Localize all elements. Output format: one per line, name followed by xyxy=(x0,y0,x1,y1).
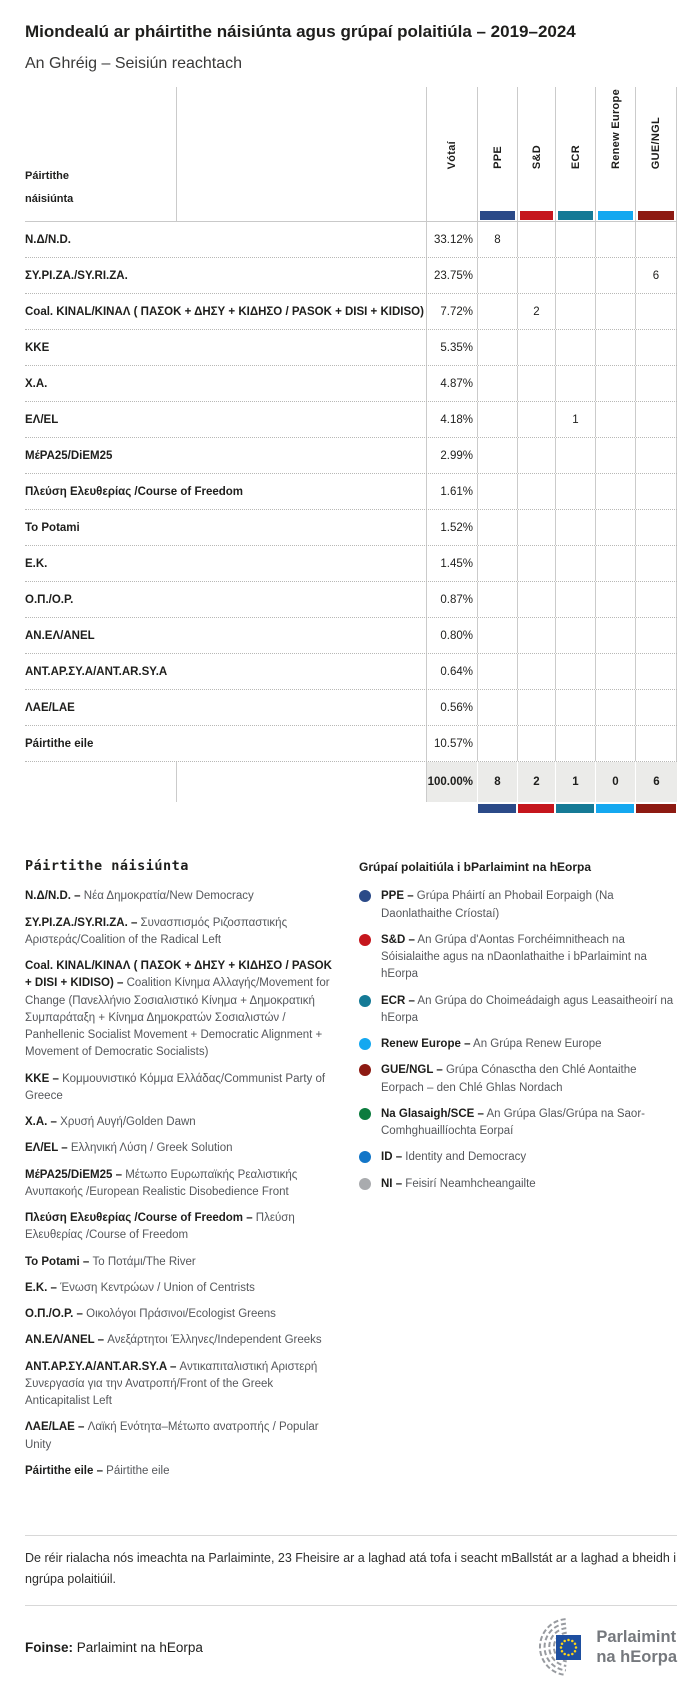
total-seat-count: 1 xyxy=(555,762,595,802)
seat-count xyxy=(517,474,555,509)
party-abbr: ΑΝΤ.ΑΡ.ΣΥ.Α/ANT.AR.SY.A – xyxy=(25,1360,177,1373)
seat-count xyxy=(477,546,517,581)
table-row xyxy=(25,582,677,618)
table-row xyxy=(25,654,677,690)
seat-count xyxy=(555,654,595,689)
party-abbr: Páirtithe eile – xyxy=(25,1464,103,1477)
seat-count xyxy=(595,222,635,257)
votes-percent: 5.35% xyxy=(426,330,477,365)
group-color-dot xyxy=(359,890,371,902)
seat-count xyxy=(517,258,555,293)
table-row xyxy=(25,366,677,402)
table-row xyxy=(25,402,677,438)
seat-count xyxy=(635,618,677,653)
page-title: Miondealú ar pháirtithe náisiúnta agus grúpaí polaitiúla – 2019–2024 xyxy=(25,22,576,41)
group-legend-item xyxy=(359,888,677,923)
column-header-group-label: ECR xyxy=(569,145,582,170)
total-row xyxy=(25,762,677,802)
party-name: Πλεύση Ελευθερίας /Course of Freedom xyxy=(25,485,244,498)
party-name: ΑΝ.ΕΛ/ANEL xyxy=(25,629,95,642)
party-legend-item: ΑΝΤ.ΑΡ.ΣΥ.Α/ANT.AR.SY.A – Αντικαπιταλιστική Αριστερή Συνεργασία για την Ανατροπή/Front of the Greek Anticapitalist Left xyxy=(25,1360,318,1408)
seat-count xyxy=(595,618,635,653)
divider-top xyxy=(25,1535,677,1536)
total-seat-count: 8 xyxy=(477,762,517,802)
group-color-bars xyxy=(25,804,677,816)
group-color-bar xyxy=(558,211,593,220)
party-abbr: Coal. KINAL/ΚΙΝΑΛ ( ΠΑΣΟΚ + ΔΗΣΥ + ΚΙΔΗΣΟ / PASOK + DISI + KIDISO) – xyxy=(25,960,332,990)
group-abbr: NI – xyxy=(381,1177,403,1190)
party-abbr: ΜέΡΑ25/DiEM25 – xyxy=(25,1168,123,1181)
table-row xyxy=(25,726,677,762)
table-row xyxy=(25,258,677,294)
seat-count xyxy=(635,330,677,365)
party-abbr: Ε.Κ. – xyxy=(25,1281,57,1294)
group-legend-text: NI – Feisirí Neamhcheangailte xyxy=(381,1177,536,1190)
party-abbr: ΕΛ/EL – xyxy=(25,1142,68,1155)
votes-percent: 2.99% xyxy=(426,438,477,473)
table-row xyxy=(25,474,677,510)
group-abbr: ID – xyxy=(381,1151,403,1164)
seat-count xyxy=(477,510,517,545)
seat-count xyxy=(595,330,635,365)
party-name: ΕΛ/EL xyxy=(25,413,59,426)
seat-count xyxy=(555,438,595,473)
seat-count xyxy=(555,294,595,329)
group-legend-text: PPE – Grúpa Pháirtí an Phobail Eorpaigh (Na Daonlathaithe Críostaí) xyxy=(381,890,614,920)
votes-percent: 33.12% xyxy=(426,222,477,257)
group-legend-item xyxy=(359,993,677,1028)
source-label: Foinse: xyxy=(25,1639,74,1655)
seat-count xyxy=(595,510,635,545)
group-color-dot xyxy=(359,1064,371,1076)
seat-count xyxy=(635,438,677,473)
party-name: Páirtithe eile xyxy=(25,737,94,750)
votes-percent: 4.18% xyxy=(426,402,477,437)
party-abbr: Ο.Π./O.P. – xyxy=(25,1308,83,1321)
group-legend-text: GUE/NGL – Grúpa Cónasctha den Chlé Aontaithe Eorpach – den Chlé Ghlas Nordach xyxy=(381,1064,637,1094)
votes-percent: 10.57% xyxy=(426,726,477,761)
source-line xyxy=(25,1640,203,1655)
seat-count xyxy=(555,366,595,401)
seat-count xyxy=(595,546,635,581)
party-abbr: Χ.Α. – xyxy=(25,1116,57,1129)
group-color-bar-cell xyxy=(595,804,635,816)
party-legend-item: ΑΝ.ΕΛ/ANEL – Ανεξάρτητοι Έλληνες/Independent Greeks xyxy=(25,1334,322,1347)
seat-count xyxy=(635,402,677,437)
party-abbr: ΛΑΕ/LAE – xyxy=(25,1421,85,1434)
european-parliament-logo xyxy=(508,1616,677,1678)
seat-count xyxy=(517,366,555,401)
legend-section xyxy=(25,858,677,1489)
group-legend-item xyxy=(359,1036,677,1053)
party-name: KKE xyxy=(25,341,50,354)
total-votes: 100.00% xyxy=(426,762,477,802)
party-legend-item: Ν.Δ/N.D. – Νέα Δημοκρατία/New Democracy xyxy=(25,890,254,903)
seat-count xyxy=(477,402,517,437)
party-name: Ε.Κ. xyxy=(25,557,48,570)
party-legend-item: ΛΑΕ/LAE – Λαϊκή Ενότητα–Μέτωπο ανατροπής / Popular Unity xyxy=(25,1421,319,1451)
group-color-bar-cell xyxy=(635,804,677,816)
seat-count xyxy=(477,654,517,689)
seat-count xyxy=(555,474,595,509)
results-table xyxy=(25,87,677,816)
seat-count xyxy=(477,366,517,401)
seat-count xyxy=(635,546,677,581)
group-legend-text: ID – Identity and Democracy xyxy=(381,1151,527,1164)
seat-count xyxy=(595,294,635,329)
group-color-bar xyxy=(478,804,516,813)
seat-count xyxy=(517,618,555,653)
column-header-group-label: Renew Europe xyxy=(609,89,622,170)
footer xyxy=(25,1616,677,1678)
seat-count xyxy=(595,582,635,617)
seat-count: 8 xyxy=(477,222,517,257)
seat-count xyxy=(555,330,595,365)
seat-count xyxy=(477,582,517,617)
column-header-group-label: S&D xyxy=(530,145,543,170)
group-abbr: S&D – xyxy=(381,933,415,946)
table-row xyxy=(25,690,677,726)
page-subtitle: An Ghréig – Seisiún reachtach xyxy=(25,55,243,73)
table-body xyxy=(25,222,677,762)
group-abbr: PPE – xyxy=(381,890,414,903)
seat-count xyxy=(517,690,555,725)
table-row xyxy=(25,330,677,366)
group-legend xyxy=(359,858,677,1489)
seat-count xyxy=(635,582,677,617)
votes-percent: 1.61% xyxy=(426,474,477,509)
party-name: ΑΝΤ.ΑΡ.ΣΥ.Α/ANT.AR.SY.A xyxy=(25,665,168,678)
group-color-bar-cell xyxy=(477,804,517,816)
group-legend-text: ECR – An Grúpa do Choimeádaigh agus Leasaitheoirí na hEorpa xyxy=(381,994,674,1024)
group-abbr: GUE/NGL – xyxy=(381,1064,443,1077)
table-row xyxy=(25,546,677,582)
group-legend-item xyxy=(359,1106,677,1141)
party-name: Ν.Δ/N.D. xyxy=(25,233,71,246)
party-legend-item: Χ.Α. – Χρυσή Αυγή/Golden Dawn xyxy=(25,1116,196,1129)
total-row-spacer xyxy=(25,762,426,802)
seat-count xyxy=(517,222,555,257)
group-color-dot xyxy=(359,1108,371,1120)
total-seat-count: 6 xyxy=(635,762,677,802)
party-legend-item: Πλεύση Ελευθερίας /Course of Freedom – Πλεύση Ελευθερίας /Course of Freedom xyxy=(25,1212,295,1242)
group-legend-item xyxy=(359,932,677,984)
seat-count xyxy=(595,438,635,473)
group-color-bar xyxy=(638,211,674,220)
party-legend-item: ΜέΡΑ25/DiEM25 – Μέτωπο Ευρωπαϊκής Ρεαλιστικής Ανυπακοής /European Realistic Disobedience Front xyxy=(25,1168,298,1198)
group-legend-item xyxy=(359,1062,677,1097)
infographic-page xyxy=(0,22,700,1706)
group-color-bar xyxy=(518,804,554,813)
party-legend-item: Ο.Π./O.P. – Οικολόγοι Πράσινοι/Ecologist Greens xyxy=(25,1308,276,1321)
seat-count xyxy=(477,474,517,509)
group-abbr: Renew Europe – xyxy=(381,1038,471,1051)
seat-count xyxy=(635,654,677,689)
group-color-bar xyxy=(480,211,515,220)
seat-count xyxy=(517,654,555,689)
group-legend-item xyxy=(359,1149,677,1166)
hemicycle-icon xyxy=(508,1616,586,1678)
seat-count xyxy=(477,690,517,725)
party-name: To Potami xyxy=(25,521,80,534)
total-row-divider xyxy=(176,762,177,802)
group-color-bar xyxy=(636,804,676,813)
party-legend-item: Páirtithe eile – Páirtithe eile xyxy=(25,1464,170,1477)
group-color-bar-cell xyxy=(555,804,595,816)
group-legend-item xyxy=(359,1176,677,1193)
group-color-dot xyxy=(359,1151,371,1163)
seat-count xyxy=(555,582,595,617)
header-divider xyxy=(176,87,177,221)
party-abbr: Ν.Δ/N.D. – xyxy=(25,890,81,903)
party-legend-item: KKE – Κομμουνιστικό Κόμμα Ελλάδας/Communist Party of Greece xyxy=(25,1072,326,1102)
group-color-bar xyxy=(556,804,594,813)
total-seat-count: 0 xyxy=(595,762,635,802)
seat-count xyxy=(555,690,595,725)
group-abbr: ECR – xyxy=(381,994,415,1007)
table-row xyxy=(25,294,677,330)
column-header-group-label: GUE/NGL xyxy=(650,117,662,170)
votes-percent: 4.87% xyxy=(426,366,477,401)
column-header-group xyxy=(477,87,517,221)
table-header xyxy=(25,87,677,222)
seat-count xyxy=(635,726,677,761)
seat-count xyxy=(635,690,677,725)
party-legend-items xyxy=(25,888,337,1480)
seat-count xyxy=(477,726,517,761)
column-header-group xyxy=(555,87,595,221)
seat-count xyxy=(595,690,635,725)
seat-count xyxy=(517,546,555,581)
seat-count xyxy=(555,510,595,545)
seat-count xyxy=(635,366,677,401)
group-legend-text: Na Glasaigh/SCE – An Grúpa Glas/Grúpa na Saor-Comhghuaillíochta Eorpaí xyxy=(381,1107,645,1138)
votes-percent: 0.80% xyxy=(426,618,477,653)
seat-count xyxy=(635,510,677,545)
seat-count xyxy=(555,546,595,581)
party-legend-item: To Potami – Το Ποτάμι/The River xyxy=(25,1255,196,1268)
seat-count xyxy=(635,474,677,509)
seat-count xyxy=(595,726,635,761)
seat-count xyxy=(517,438,555,473)
group-color-dot xyxy=(359,1178,371,1190)
divider-bottom xyxy=(25,1605,677,1606)
seat-count xyxy=(477,438,517,473)
table-row xyxy=(25,510,677,546)
votes-percent: 0.56% xyxy=(426,690,477,725)
party-name: Χ.Α. xyxy=(25,377,48,390)
seat-count xyxy=(635,294,677,329)
party-abbr: KKE – xyxy=(25,1072,59,1085)
column-header-parties xyxy=(25,87,426,221)
group-color-bar xyxy=(596,804,634,813)
seat-count xyxy=(595,258,635,293)
group-legend-heading: Grúpaí polaitiúla i bParlaimint na hEorpa xyxy=(359,860,592,875)
votes-percent: 23.75% xyxy=(426,258,477,293)
group-legend-text: Renew Europe – An Grúpa Renew Europe xyxy=(381,1038,602,1051)
party-name: ΜέΡΑ25/DiEM25 xyxy=(25,449,113,462)
votes-percent: 0.64% xyxy=(426,654,477,689)
seat-count xyxy=(517,582,555,617)
seat-count: 2 xyxy=(517,294,555,329)
seat-count xyxy=(477,618,517,653)
votes-percent: 1.45% xyxy=(426,546,477,581)
group-abbr: Na Glasaigh/SCE – xyxy=(381,1107,484,1120)
party-name: ΛΑΕ/LAE xyxy=(25,701,75,714)
group-legend-items xyxy=(359,888,677,1193)
group-color-bar xyxy=(598,211,633,220)
group-legend-text: S&D – An Grúpa d'Aontas Forchéimnitheach na Sóisialaithe agus na nDaonlathaithe i bParlaimint na hEorpa xyxy=(381,933,647,981)
seat-count xyxy=(595,366,635,401)
seat-count: 1 xyxy=(555,402,595,437)
group-color-bar-cell xyxy=(517,804,555,816)
seat-count xyxy=(477,258,517,293)
group-color-bar xyxy=(520,211,553,220)
group-color-dot xyxy=(359,1038,371,1050)
votes-percent: 0.87% xyxy=(426,582,477,617)
party-abbr: ΑΝ.ΕΛ/ANEL – xyxy=(25,1334,105,1347)
seat-count xyxy=(555,222,595,257)
logo-wordmark: Parlaimint na hEorpa xyxy=(596,1627,677,1667)
column-header-votes: Vótaí xyxy=(426,87,477,221)
seat-count xyxy=(517,330,555,365)
seat-count xyxy=(595,474,635,509)
seat-count xyxy=(555,726,595,761)
column-header-parties-label: Páirtithe náisiúnta xyxy=(25,170,74,206)
column-header-group xyxy=(595,87,635,221)
column-header-group-label: PPE xyxy=(491,146,504,170)
party-legend-item: ΣΥ.ΡΙ.ΖΑ./SY.RI.ZA. – Συνασπισμός Ριζοσπαστικής Αριστεράς/Coalition of the Radical Left xyxy=(25,916,288,946)
seat-count xyxy=(595,402,635,437)
party-legend-item: ΕΛ/EL – Ελληνική Λύση / Greek Solution xyxy=(25,1142,233,1155)
party-name: Coal. KINAL/ΚΙΝΑΛ ( ΠΑΣΟΚ + ΔΗΣΥ + ΚΙΔΗΣΟ / PASOK + DISI + KIDISO) xyxy=(25,305,424,318)
party-legend-item: Ε.Κ. – Ένωση Κεντρώων / Union of Centrists xyxy=(25,1281,255,1294)
party-abbr: Πλεύση Ελευθερίας /Course of Freedom – xyxy=(25,1212,253,1225)
votes-percent: 1.52% xyxy=(426,510,477,545)
source-value: Parlaimint na hEorpa xyxy=(76,1639,203,1655)
column-header-group xyxy=(517,87,555,221)
column-header-group xyxy=(635,87,677,221)
seat-count xyxy=(635,222,677,257)
seat-count xyxy=(477,294,517,329)
seat-count xyxy=(477,330,517,365)
party-legend xyxy=(25,858,337,1489)
party-name: Ο.Π./O.P. xyxy=(25,593,74,606)
party-abbr: To Potami – xyxy=(25,1255,90,1268)
seat-count xyxy=(517,510,555,545)
group-color-dot xyxy=(359,934,371,946)
seat-count xyxy=(517,726,555,761)
party-legend-item: Coal. KINAL/ΚΙΝΑΛ ( ΠΑΣΟΚ + ΔΗΣΥ + ΚΙΔΗΣΟ / PASOK + DISI + KIDISO) – Coalition Κίνημα Αλλαγής/Movement for Change (Πανελλήνιο Σοσιαλιστικό Κίνημα + Δημοκρατική Συμπαράταξη + Κίνημα Δημοκρατών Σοσιαλιστών / Panhellenic Socialist Movement + Democratic Alignment + Movement of Democratic Socialists) xyxy=(25,960,332,1059)
group-color-dot xyxy=(359,995,371,1007)
seat-count xyxy=(595,654,635,689)
table-row xyxy=(25,438,677,474)
table-row xyxy=(25,222,677,258)
table-row xyxy=(25,618,677,654)
seat-count xyxy=(555,618,595,653)
party-name: ΣΥ.ΡΙ.ΖΑ./SY.RI.ZA. xyxy=(25,269,128,282)
total-seat-count: 2 xyxy=(517,762,555,802)
seat-count: 6 xyxy=(635,258,677,293)
seat-count xyxy=(555,258,595,293)
party-legend-heading: Páirtithe náisiúnta xyxy=(25,858,189,875)
party-abbr: ΣΥ.ΡΙ.ΖΑ./SY.RI.ZA. – xyxy=(25,916,138,929)
footnote: De réir rialacha nós imeachta na Parlaiminte, 23 Fheisire ar a laghad atá tofa i seacht mBallstát ar a laghad a bheidh i ngrúpa polaitiúil. xyxy=(25,1551,677,1586)
votes-percent: 7.72% xyxy=(426,294,477,329)
seat-count xyxy=(517,402,555,437)
